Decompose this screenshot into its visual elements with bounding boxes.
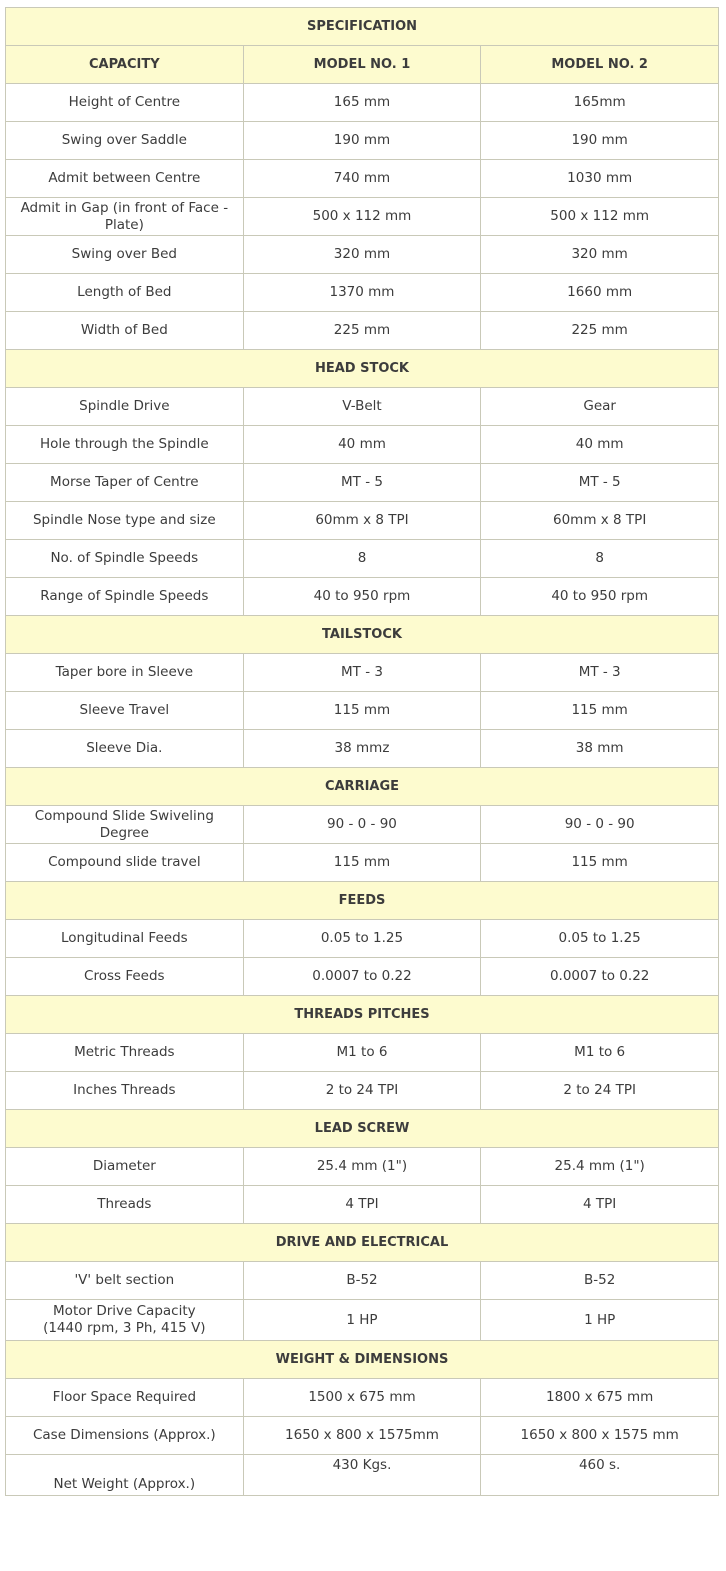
section-title: LEAD SCREW	[6, 1110, 719, 1148]
table-row	[6, 236, 719, 274]
model-2-cell: 460 s.	[481, 1455, 719, 1496]
capacity-cell: Range of Spindle Speeds	[6, 578, 244, 616]
model-1-cell: 25.4 mm (1")	[243, 1148, 481, 1186]
model-2-cell: 60mm x 8 TPI	[481, 502, 719, 540]
model-2-cell: 190 mm	[481, 122, 719, 160]
model-2-cell: M1 to 6	[481, 1034, 719, 1072]
capacity-cell: Net Weight (Approx.)	[6, 1455, 244, 1496]
model-2-cell: 8	[481, 540, 719, 578]
capacity-cell: Diameter	[6, 1148, 244, 1186]
section-header-row	[6, 768, 719, 806]
model-1-cell: MT - 3	[243, 654, 481, 692]
model-1-cell: 190 mm	[243, 122, 481, 160]
model-1-cell: 0.0007 to 0.22	[243, 958, 481, 996]
model-2-cell: 0.0007 to 0.22	[481, 958, 719, 996]
capacity-cell: Spindle Drive	[6, 388, 244, 426]
model-2-cell: Gear	[481, 388, 719, 426]
model-1-cell: 500 x 112 mm	[243, 198, 481, 236]
table-row	[6, 920, 719, 958]
model-2-cell: 1660 mm	[481, 274, 719, 312]
capacity-cell: Swing over Saddle	[6, 122, 244, 160]
model-1-cell: 40 mm	[243, 426, 481, 464]
model-1-cell: 40 to 950 rpm	[243, 578, 481, 616]
model-1-cell: B-52	[243, 1262, 481, 1300]
table-row	[6, 844, 719, 882]
section-title: THREADS PITCHES	[6, 996, 719, 1034]
section-header-row	[6, 1341, 719, 1379]
specification-table-body	[6, 8, 719, 1496]
section-title: HEAD STOCK	[6, 350, 719, 388]
model-1-cell: M1 to 6	[243, 1034, 481, 1072]
capacity-cell: Case Dimensions (Approx.)	[6, 1417, 244, 1455]
model-1-cell: 2 to 24 TPI	[243, 1072, 481, 1110]
model-2-cell: B-52	[481, 1262, 719, 1300]
model-1-cell: MT - 5	[243, 464, 481, 502]
model-2-cell: 115 mm	[481, 844, 719, 882]
model-1-cell: 115 mm	[243, 844, 481, 882]
model-2-cell: 1650 x 800 x 1575 mm	[481, 1417, 719, 1455]
model-1-cell: 115 mm	[243, 692, 481, 730]
table-row	[6, 1455, 719, 1496]
model-1-cell: 60mm x 8 TPI	[243, 502, 481, 540]
model-1-cell: 1500 x 675 mm	[243, 1379, 481, 1417]
table-row	[6, 1417, 719, 1455]
column-header-model-1: MODEL NO. 1	[243, 46, 481, 84]
capacity-cell: Width of Bed	[6, 312, 244, 350]
model-2-cell: 90 - 0 - 90	[481, 806, 719, 844]
model-1-cell: 38 mmz	[243, 730, 481, 768]
capacity-cell: Length of Bed	[6, 274, 244, 312]
model-1-cell: 0.05 to 1.25	[243, 920, 481, 958]
table-row	[6, 578, 719, 616]
table-row	[6, 692, 719, 730]
capacity-cell: Floor Space Required	[6, 1379, 244, 1417]
model-2-cell: 1030 mm	[481, 160, 719, 198]
model-1-cell: 8	[243, 540, 481, 578]
model-1-cell: V-Belt	[243, 388, 481, 426]
section-header-row	[6, 350, 719, 388]
table-row	[6, 388, 719, 426]
capacity-cell: No. of Spindle Speeds	[6, 540, 244, 578]
capacity-cell: Sleeve Travel	[6, 692, 244, 730]
table-row	[6, 198, 719, 236]
capacity-cell: Admit in Gap (in front of Face - Plate)	[6, 198, 244, 236]
table-row	[6, 1186, 719, 1224]
capacity-cell: Longitudinal Feeds	[6, 920, 244, 958]
capacity-cell: 'V' belt section	[6, 1262, 244, 1300]
model-1-cell: 90 - 0 - 90	[243, 806, 481, 844]
model-2-cell: 25.4 mm (1")	[481, 1148, 719, 1186]
model-2-cell: 225 mm	[481, 312, 719, 350]
model-1-cell: 430 Kgs.	[243, 1455, 481, 1496]
table-row	[6, 806, 719, 844]
model-1-cell: 1650 x 800 x 1575mm	[243, 1417, 481, 1455]
model-2-cell: 1 HP	[481, 1300, 719, 1341]
model-1-cell: 320 mm	[243, 236, 481, 274]
capacity-cell: Metric Threads	[6, 1034, 244, 1072]
model-1-cell: 165 mm	[243, 84, 481, 122]
table-row	[6, 464, 719, 502]
table-row	[6, 654, 719, 692]
capacity-cell: Taper bore in Sleeve	[6, 654, 244, 692]
table-row	[6, 274, 719, 312]
model-1-cell: 1 HP	[243, 1300, 481, 1341]
model-2-cell: 38 mm	[481, 730, 719, 768]
table-row	[6, 1148, 719, 1186]
table-title: SPECIFICATION	[6, 8, 719, 46]
capacity-cell: Inches Threads	[6, 1072, 244, 1110]
capacity-cell: Morse Taper of Centre	[6, 464, 244, 502]
table-row	[6, 122, 719, 160]
section-title: FEEDS	[6, 882, 719, 920]
capacity-cell: Swing over Bed	[6, 236, 244, 274]
model-2-cell: 500 x 112 mm	[481, 198, 719, 236]
section-header-row	[6, 616, 719, 654]
section-header-row	[6, 1110, 719, 1148]
capacity-cell: Compound slide travel	[6, 844, 244, 882]
model-1-cell: 740 mm	[243, 160, 481, 198]
capacity-cell: Compound Slide Swiveling Degree	[6, 806, 244, 844]
capacity-cell: Sleeve Dia.	[6, 730, 244, 768]
table-title-row	[6, 8, 719, 46]
section-title: WEIGHT & DIMENSIONS	[6, 1341, 719, 1379]
table-row	[6, 426, 719, 464]
model-2-cell: 0.05 to 1.25	[481, 920, 719, 958]
table-row	[6, 730, 719, 768]
model-2-cell: MT - 5	[481, 464, 719, 502]
model-2-cell: 40 mm	[481, 426, 719, 464]
capacity-cell: Spindle Nose type and size	[6, 502, 244, 540]
model-2-cell: 2 to 24 TPI	[481, 1072, 719, 1110]
column-header-model-2: MODEL NO. 2	[481, 46, 719, 84]
model-1-cell: 225 mm	[243, 312, 481, 350]
section-title: TAILSTOCK	[6, 616, 719, 654]
section-header-row	[6, 1224, 719, 1262]
section-title: CARRIAGE	[6, 768, 719, 806]
table-row	[6, 1379, 719, 1417]
specification-table	[5, 7, 719, 1496]
capacity-cell: Cross Feeds	[6, 958, 244, 996]
table-row	[6, 1034, 719, 1072]
model-2-cell: 115 mm	[481, 692, 719, 730]
model-1-cell: 4 TPI	[243, 1186, 481, 1224]
table-row	[6, 312, 719, 350]
table-row	[6, 540, 719, 578]
section-header-row	[6, 996, 719, 1034]
capacity-cell: Hole through the Spindle	[6, 426, 244, 464]
model-2-cell: 40 to 950 rpm	[481, 578, 719, 616]
model-2-cell: 1800 x 675 mm	[481, 1379, 719, 1417]
table-row	[6, 1300, 719, 1341]
table-row	[6, 1072, 719, 1110]
model-2-cell: 165mm	[481, 84, 719, 122]
column-header-capacity: CAPACITY	[6, 46, 244, 84]
table-row	[6, 160, 719, 198]
table-row	[6, 84, 719, 122]
model-2-cell: 4 TPI	[481, 1186, 719, 1224]
model-2-cell: MT - 3	[481, 654, 719, 692]
model-2-cell: 320 mm	[481, 236, 719, 274]
column-header-row	[6, 46, 719, 84]
capacity-cell: Threads	[6, 1186, 244, 1224]
table-row	[6, 1262, 719, 1300]
table-row	[6, 958, 719, 996]
table-row	[6, 502, 719, 540]
capacity-cell: Motor Drive Capacity (1440 rpm, 3 Ph, 415 V)	[6, 1300, 244, 1341]
capacity-cell: Height of Centre	[6, 84, 244, 122]
model-1-cell: 1370 mm	[243, 274, 481, 312]
capacity-cell: Admit between Centre	[6, 160, 244, 198]
section-header-row	[6, 882, 719, 920]
section-title: DRIVE AND ELECTRICAL	[6, 1224, 719, 1262]
